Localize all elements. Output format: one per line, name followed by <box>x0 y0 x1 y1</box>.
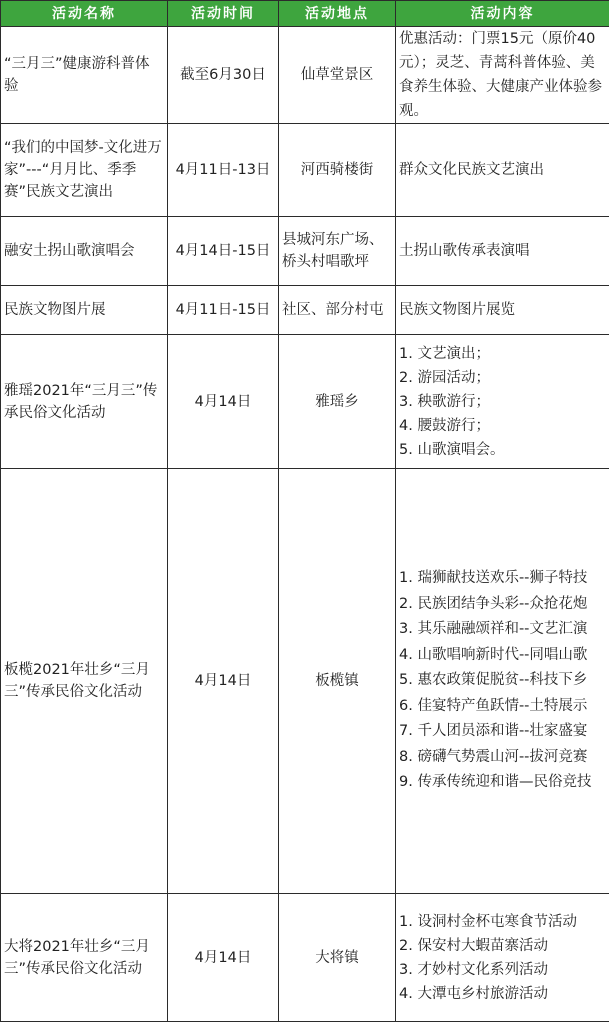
table-row <box>1 217 609 286</box>
header-activity-time: 活动时间 <box>168 1 279 27</box>
activity-name: 民族文物图片展 <box>1 286 168 335</box>
activity-name: 板榄2021年壮乡“三月三”传承民俗文化活动 <box>1 469 168 894</box>
activity-time: 截至6月30日 <box>168 27 279 124</box>
activity-place: 板榄镇 <box>279 469 396 894</box>
activity-name: “三月三”健康游科普体验 <box>1 27 168 124</box>
content-item: 1. 文艺演出； <box>399 342 606 366</box>
content-item: 民族文物图片展览 <box>399 298 606 322</box>
content-item: 3. 秧歌游行； <box>399 390 606 414</box>
content-item: 2. 保安村大蝦苗寨活动 <box>399 934 606 958</box>
header-activity-place: 活动地点 <box>279 1 396 27</box>
activity-time: 4月11日-15日 <box>168 286 279 335</box>
activity-name: 雅瑶2021年“三月三”传承民俗文化活动 <box>1 335 168 469</box>
content-item: 9. 传承传统迎和谐—民俗竞技 <box>399 770 606 796</box>
table-row <box>1 894 609 1022</box>
content-item: 8. 磅礴气势震山河--拔河竞赛 <box>399 745 606 771</box>
content-item: 6. 佳宴特产鱼跃情--土特展示 <box>399 694 606 720</box>
activity-time: 4月14日 <box>168 894 279 1022</box>
table-header-row <box>1 1 609 27</box>
activity-content <box>396 286 609 335</box>
activity-time: 4月14日 <box>168 469 279 894</box>
activity-name: 大将2021年壮乡“三月三”传承民俗文化活动 <box>1 894 168 1022</box>
table-row <box>1 286 609 335</box>
content-item: 3. 才妙村文化系列活动 <box>399 958 606 982</box>
activity-content <box>396 469 609 894</box>
header-activity-name: 活动名称 <box>1 1 168 27</box>
activity-time: 4月11日-13日 <box>168 124 279 217</box>
activity-content <box>396 27 609 124</box>
activity-place: 河西骑楼街 <box>279 124 396 217</box>
activity-place: 大将镇 <box>279 894 396 1022</box>
content-item: 1. 设洞村金杯屯寒食节活动 <box>399 910 606 934</box>
content-item: 4. 腰鼓游行； <box>399 414 606 438</box>
content-item: 优惠活动：门票15元（原价40元）；灵芝、青蒿科普体验、美食养生体验、大健康产业体验参观。 <box>399 27 606 123</box>
content-item: 土拐山歌传承表演唱 <box>399 239 606 263</box>
activity-place: 县城河东广场、桥头村唱歌坪 <box>279 217 396 286</box>
activity-time: 4月14日-15日 <box>168 217 279 286</box>
content-item: 2. 游园活动； <box>399 366 606 390</box>
content-item: 7. 千人团员添和谐--壮家盛宴 <box>399 719 606 745</box>
activity-content <box>396 124 609 217</box>
activity-name: 融安土拐山歌演唱会 <box>1 217 168 286</box>
content-item: 2. 民族团结争头彩--众抢花炮 <box>399 592 606 618</box>
activity-name: “我们的中国梦-文化进万家”---“月月比、季季赛”民族文艺演出 <box>1 124 168 217</box>
activity-place: 社区、部分村屯 <box>279 286 396 335</box>
content-item: 3. 其乐融融颂祥和--文艺汇演 <box>399 617 606 643</box>
content-item: 1. 瑞狮献技送欢乐--狮子特技 <box>399 566 606 592</box>
header-activity-content: 活动内容 <box>396 1 609 27</box>
content-item: 5. 惠农政策促脱贫--科技下乡 <box>399 668 606 694</box>
table-row <box>1 469 609 894</box>
activity-time: 4月14日 <box>168 335 279 469</box>
activity-place: 雅瑶乡 <box>279 335 396 469</box>
content-item: 4. 山歌唱响新时代--同唱山歌 <box>399 643 606 669</box>
table-row <box>1 124 609 217</box>
table-row <box>1 27 609 124</box>
activity-content <box>396 335 609 469</box>
content-item: 4. 大潭屯乡村旅游活动 <box>399 982 606 1006</box>
content-item: 群众文化民族文艺演出 <box>399 158 606 182</box>
content-item: 5. 山歌演唱会。 <box>399 438 606 462</box>
activity-content <box>396 217 609 286</box>
table-row <box>1 335 609 469</box>
activity-place: 仙草堂景区 <box>279 27 396 124</box>
activity-content <box>396 894 609 1022</box>
